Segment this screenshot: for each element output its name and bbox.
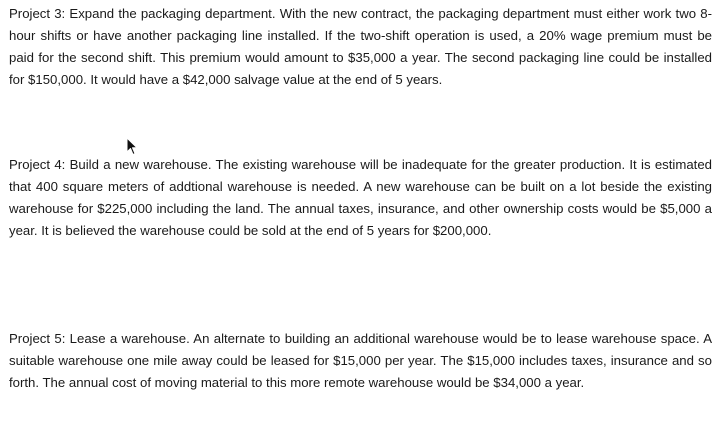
paragraph-project-3: Project 3: Expand the packaging department. With the new contract, the packaging department must either work two 8-hour shifts or have another packaging line installed. If the two-shift operation is used, a 20% wage premium must be paid for the second shift. This premium would amount to $35,000 a year. The second packaging line could be installed for $150,000. It would have a $42,000 salvage value at the end of 5 years. bbox=[9, 6, 712, 87]
paragraph-project-4: Project 4: Build a new warehouse. The existing warehouse will be inadequate for the greater production. It is estimated that 400 square meters of addtional warehouse is needed. A new warehouse can be built on a lot beside the existing warehouse for $225,000 including the land. The annual taxes, insurance, and other ownership costs would be $5,000 a year. It is believed the warehouse could be sold at the end of 5 years for $200,000. bbox=[9, 157, 712, 238]
paragraph-project-5: Project 5: Lease a warehouse. An alternate to building an additional warehouse would be to lease warehouse space. A suitable warehouse one mile away could be leased for $15,000 per year. The $15,000 includes taxes, insurance and so forth. The annual cost of moving material to this more remote warehouse would be $34,000 a year. bbox=[9, 331, 712, 390]
mouse-pointer-icon bbox=[126, 137, 138, 156]
